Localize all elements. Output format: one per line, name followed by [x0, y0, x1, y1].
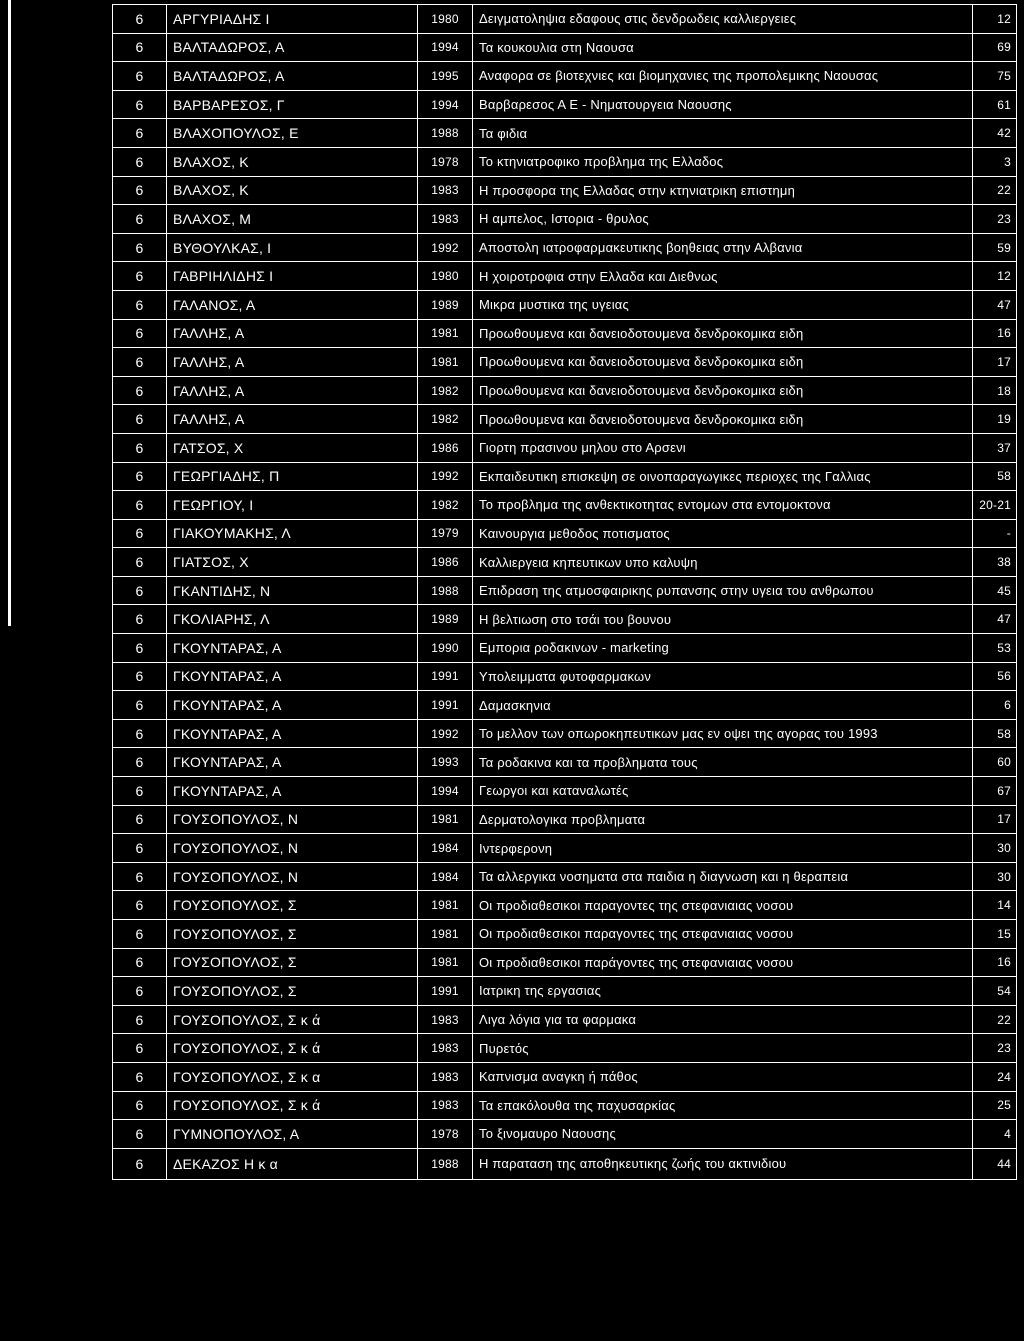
table-row — [113, 1062, 1017, 1091]
table-row — [113, 662, 1017, 691]
issue-number-cell: 3 — [973, 147, 1017, 176]
table-row — [113, 719, 1017, 748]
title-cell: Προωθουμενα και δανειοδοτουμενα δενδροκομικα ειδη — [473, 405, 973, 434]
category-code-cell: 6 — [113, 748, 167, 777]
title-cell: Γιορτη πρασινου μηλου στο Αρσενι — [473, 433, 973, 462]
author-cell: ΓΟΥΣΟΠΟΥΛΟΣ, Σ κ α — [167, 1062, 418, 1091]
table-row — [113, 548, 1017, 577]
table-row — [113, 748, 1017, 777]
issue-number-cell: 69 — [973, 33, 1017, 62]
year-cell: 1994 — [418, 777, 473, 806]
table-row — [113, 920, 1017, 949]
table-row — [113, 376, 1017, 405]
title-cell: Δαμασκηνια — [473, 691, 973, 720]
year-cell: 1989 — [418, 605, 473, 634]
left-edge-line — [8, 0, 11, 626]
title-cell: Η αμπελος, Ιστορια - θρυλος — [473, 205, 973, 234]
category-code-cell: 6 — [113, 576, 167, 605]
table-row — [113, 433, 1017, 462]
table-row — [113, 119, 1017, 148]
issue-number-cell: 18 — [973, 376, 1017, 405]
author-cell: ΓΟΥΣΟΠΟΥΛΟΣ, Σ — [167, 977, 418, 1006]
title-cell: Οι προδιαθεσικοι παραγοντες της στεφανιαιας νοσου — [473, 891, 973, 920]
table-row — [113, 691, 1017, 720]
table-row — [113, 948, 1017, 977]
title-cell: Το μελλον των οπωροκηπευτικων μας εν οψει της αγορας του 1993 — [473, 719, 973, 748]
category-code-cell: 6 — [113, 33, 167, 62]
year-cell: 1992 — [418, 719, 473, 748]
issue-number-cell: 54 — [973, 977, 1017, 1006]
category-code-cell: 6 — [113, 719, 167, 748]
year-cell: 1992 — [418, 233, 473, 262]
table-row — [113, 1034, 1017, 1063]
year-cell: 1983 — [418, 205, 473, 234]
category-code-cell: 6 — [113, 1148, 167, 1179]
issue-number-cell: 38 — [973, 548, 1017, 577]
issue-number-cell: 16 — [973, 319, 1017, 348]
category-code-cell: 6 — [113, 262, 167, 291]
year-cell: 1981 — [418, 348, 473, 377]
title-cell: Υπολειμματα φυτοφαρμακων — [473, 662, 973, 691]
category-code-cell: 6 — [113, 1034, 167, 1063]
category-code-cell: 6 — [113, 948, 167, 977]
issue-number-cell: 67 — [973, 777, 1017, 806]
table-row — [113, 205, 1017, 234]
category-code-cell: 6 — [113, 405, 167, 434]
category-code-cell: 6 — [113, 777, 167, 806]
category-code-cell: 6 — [113, 1120, 167, 1149]
table-row — [113, 1091, 1017, 1120]
issue-number-cell: 20-21 — [973, 491, 1017, 520]
title-cell: Λιγα λόγια για τα φαρμακα — [473, 1005, 973, 1034]
title-cell: Εμπορια ροδακινων - marketing — [473, 634, 973, 663]
title-cell: Το προβλημα της ανθεκτικοτητας εντομων στα εντομοκτονα — [473, 491, 973, 520]
category-code-cell: 6 — [113, 891, 167, 920]
category-code-cell: 6 — [113, 691, 167, 720]
issue-number-cell: 30 — [973, 862, 1017, 891]
author-cell: ΓΕΩΡΓΙΟΥ, Ι — [167, 491, 418, 520]
title-cell: Τα ροδακινα και τα προβληματα τους — [473, 748, 973, 777]
issue-number-cell: 16 — [973, 948, 1017, 977]
table-row — [113, 1005, 1017, 1034]
year-cell: 1984 — [418, 834, 473, 863]
title-cell: Καλλιεργεια κηπευτικων υπο καλυψη — [473, 548, 973, 577]
author-cell: ΒΥΘΟΥΛΚΑΣ, Ι — [167, 233, 418, 262]
issue-number-cell: 22 — [973, 1005, 1017, 1034]
category-code-cell: 6 — [113, 805, 167, 834]
author-cell: ΓΟΥΣΟΠΟΥΛΟΣ, Ν — [167, 805, 418, 834]
issue-number-cell: 30 — [973, 834, 1017, 863]
title-cell: Τα αλλεργικα νοσηματα στα παιδια η διαγνωση και η θεραπεια — [473, 862, 973, 891]
issue-number-cell: 42 — [973, 119, 1017, 148]
category-code-cell: 6 — [113, 376, 167, 405]
year-cell: 1992 — [418, 462, 473, 491]
author-cell: ΓΑΛΑΝΟΣ, Α — [167, 290, 418, 319]
title-cell: Προωθουμενα και δανειοδοτουμενα δενδροκομικα ειδη — [473, 376, 973, 405]
issue-number-cell: 23 — [973, 1034, 1017, 1063]
title-cell: Δειγματοληψια εδαφους στις δενδρωδεις καλλιεργειες — [473, 5, 973, 34]
author-cell: ΒΑΛΤΑΔΩΡΟΣ, Α — [167, 33, 418, 62]
year-cell: 1979 — [418, 519, 473, 548]
table-row — [113, 233, 1017, 262]
category-code-cell: 6 — [113, 1005, 167, 1034]
category-code-cell: 6 — [113, 491, 167, 520]
issue-number-cell: 75 — [973, 62, 1017, 91]
author-cell: ΓΟΥΣΟΠΟΥΛΟΣ, Σ κ ά — [167, 1005, 418, 1034]
author-cell: ΓΚΟΥΝΤΑΡΑΣ, Α — [167, 634, 418, 663]
title-cell: Η χοιροτροφια στην Ελλαδα και Διεθνως — [473, 262, 973, 291]
title-cell: Καινουργια μεθοδος ποτισματος — [473, 519, 973, 548]
table-row — [113, 977, 1017, 1006]
year-cell: 1993 — [418, 748, 473, 777]
year-cell: 1981 — [418, 319, 473, 348]
title-cell: Η παραταση της αποθηκευτικης ζωής του ακτινιδιου — [473, 1148, 973, 1179]
title-cell: Η βελτιωση στο τσάι του βουνου — [473, 605, 973, 634]
table-row — [113, 491, 1017, 520]
year-cell: 1991 — [418, 977, 473, 1006]
year-cell: 1983 — [418, 176, 473, 205]
year-cell: 1983 — [418, 1034, 473, 1063]
year-cell: 1988 — [418, 576, 473, 605]
author-cell: ΒΑΡΒΑΡΕΣΟΣ, Γ — [167, 90, 418, 119]
issue-number-cell: 19 — [973, 405, 1017, 434]
title-cell: Οι προδιαθεσικοι παράγοντες της στεφανιαιας νοσου — [473, 948, 973, 977]
table-row — [113, 891, 1017, 920]
title-cell: Το ξινομαυρο Ναουσης — [473, 1120, 973, 1149]
title-cell: Βαρβαρεσος Α Ε - Νηματουργεια Ναουσης — [473, 90, 973, 119]
author-cell: ΓΚΑΝΤΙΔΗΣ, Ν — [167, 576, 418, 605]
author-cell: ΑΡΓΥΡΙΑΔΗΣ Ι — [167, 5, 418, 34]
title-cell: Οι προδιαθεσικοι παραγοντες της στεφανιαιας νοσου — [473, 920, 973, 949]
author-cell: ΒΛΑΧΟΣ, Κ — [167, 176, 418, 205]
category-code-cell: 6 — [113, 862, 167, 891]
author-cell: ΓΟΥΣΟΠΟΥΛΟΣ, Ν — [167, 834, 418, 863]
author-cell: ΓΑΛΛΗΣ, Α — [167, 376, 418, 405]
category-code-cell: 6 — [113, 205, 167, 234]
author-cell: ΓΟΥΣΟΠΟΥΛΟΣ, Σ κ ά — [167, 1091, 418, 1120]
title-cell: Τα κουκουλια στη Ναουσα — [473, 33, 973, 62]
table-row — [113, 862, 1017, 891]
table-row — [113, 777, 1017, 806]
year-cell: 1995 — [418, 62, 473, 91]
category-code-cell: 6 — [113, 5, 167, 34]
table-row — [113, 348, 1017, 377]
year-cell: 1983 — [418, 1005, 473, 1034]
table-body — [113, 5, 1017, 1180]
author-cell: ΓΟΥΣΟΠΟΥΛΟΣ, Σ — [167, 891, 418, 920]
table-row — [113, 176, 1017, 205]
category-code-cell: 6 — [113, 147, 167, 176]
category-code-cell: 6 — [113, 920, 167, 949]
year-cell: 1991 — [418, 662, 473, 691]
year-cell: 1983 — [418, 1062, 473, 1091]
table-row — [113, 5, 1017, 34]
author-cell: ΓΑΛΛΗΣ, Α — [167, 405, 418, 434]
issue-number-cell: 4 — [973, 1120, 1017, 1149]
author-cell: ΓΟΥΣΟΠΟΥΛΟΣ, Σ — [167, 948, 418, 977]
year-cell: 1982 — [418, 376, 473, 405]
issue-number-cell: 44 — [973, 1148, 1017, 1179]
title-cell: Μικρα μυστικα της υγειας — [473, 290, 973, 319]
category-code-cell: 6 — [113, 1062, 167, 1091]
issue-number-cell: 17 — [973, 805, 1017, 834]
table-row — [113, 1120, 1017, 1149]
author-cell: ΒΛΑΧΟΣ, Μ — [167, 205, 418, 234]
category-code-cell: 6 — [113, 119, 167, 148]
title-cell: Αποστολη ιατροφαρμακευτικης βοηθειας στην Αλβανια — [473, 233, 973, 262]
title-cell: Αναφορα σε βιοτεχνιες και βιομηχανιες της προπολεμικης Ναουσας — [473, 62, 973, 91]
table-row — [113, 90, 1017, 119]
issue-number-cell: 12 — [973, 262, 1017, 291]
table-row — [113, 62, 1017, 91]
title-cell: Εκπαιδευτικη επισκεψη σε οινοπαραγωγικες περιοχες της Γαλλιας — [473, 462, 973, 491]
category-code-cell: 6 — [113, 62, 167, 91]
year-cell: 1994 — [418, 33, 473, 62]
category-code-cell: 6 — [113, 90, 167, 119]
author-cell: ΒΑΛΤΑΔΩΡΟΣ, Α — [167, 62, 418, 91]
year-cell: 1984 — [418, 862, 473, 891]
category-code-cell: 6 — [113, 605, 167, 634]
author-cell: ΓΑΒΡΙΗΛΙΔΗΣ Ι — [167, 262, 418, 291]
year-cell: 1981 — [418, 805, 473, 834]
issue-number-cell: 17 — [973, 348, 1017, 377]
issue-number-cell: 25 — [973, 1091, 1017, 1120]
author-cell: ΓΟΥΣΟΠΟΥΛΟΣ, Σ κ ά — [167, 1034, 418, 1063]
title-cell: Τα φιδια — [473, 119, 973, 148]
issue-number-cell: 23 — [973, 205, 1017, 234]
table-row — [113, 33, 1017, 62]
year-cell: 1990 — [418, 634, 473, 663]
author-cell: ΒΛΑΧΟΠΟΥΛΟΣ, Ε — [167, 119, 418, 148]
category-code-cell: 6 — [113, 233, 167, 262]
year-cell: 1988 — [418, 119, 473, 148]
issue-number-cell: - — [973, 519, 1017, 548]
table-row — [113, 605, 1017, 634]
year-cell: 1988 — [418, 1148, 473, 1179]
issue-number-cell: 61 — [973, 90, 1017, 119]
author-cell: ΓΚΟΥΝΤΑΡΑΣ, Α — [167, 719, 418, 748]
title-cell: Δερματολογικα προβληματα — [473, 805, 973, 834]
category-code-cell: 6 — [113, 1091, 167, 1120]
issue-number-cell: 15 — [973, 920, 1017, 949]
year-cell: 1991 — [418, 691, 473, 720]
issue-number-cell: 45 — [973, 576, 1017, 605]
title-cell: Γεωργοι και καταναλωτές — [473, 777, 973, 806]
year-cell: 1994 — [418, 90, 473, 119]
issue-number-cell: 37 — [973, 433, 1017, 462]
issue-number-cell: 12 — [973, 5, 1017, 34]
bibliography-table — [112, 4, 1017, 1180]
title-cell: Προωθουμενα και δανειοδοτουμενα δενδροκομικα ειδη — [473, 319, 973, 348]
author-cell: ΓΙΑΤΣΟΣ, Χ — [167, 548, 418, 577]
year-cell: 1981 — [418, 920, 473, 949]
category-code-cell: 6 — [113, 662, 167, 691]
author-cell: ΓΑΤΣΟΣ, Χ — [167, 433, 418, 462]
issue-number-cell: 24 — [973, 1062, 1017, 1091]
category-code-cell: 6 — [113, 290, 167, 319]
author-cell: ΓΚΟΥΝΤΑΡΑΣ, Α — [167, 662, 418, 691]
title-cell: Καπνισμα αναγκη ή πάθος — [473, 1062, 973, 1091]
category-code-cell: 6 — [113, 519, 167, 548]
issue-number-cell: 14 — [973, 891, 1017, 920]
author-cell: ΓΟΥΣΟΠΟΥΛΟΣ, Σ — [167, 920, 418, 949]
table-row — [113, 462, 1017, 491]
table-row — [113, 834, 1017, 863]
table-row — [113, 519, 1017, 548]
table-row — [113, 1148, 1017, 1179]
author-cell: ΓΑΛΛΗΣ, Α — [167, 319, 418, 348]
table-row — [113, 576, 1017, 605]
author-cell: ΓΟΥΣΟΠΟΥΛΟΣ, Ν — [167, 862, 418, 891]
category-code-cell: 6 — [113, 462, 167, 491]
title-cell: Επιδραση της ατμοσφαιρικης ρυπανσης στην υγεια του ανθρωπου — [473, 576, 973, 605]
category-code-cell: 6 — [113, 634, 167, 663]
author-cell: ΔΕΚΑΖΟΣ Η κ α — [167, 1148, 418, 1179]
table-row — [113, 147, 1017, 176]
author-cell: ΓΥΜΝΟΠΟΥΛΟΣ, Α — [167, 1120, 418, 1149]
issue-number-cell: 47 — [973, 605, 1017, 634]
year-cell: 1981 — [418, 948, 473, 977]
issue-number-cell: 56 — [973, 662, 1017, 691]
year-cell: 1978 — [418, 147, 473, 176]
year-cell: 1986 — [418, 433, 473, 462]
category-code-cell: 6 — [113, 977, 167, 1006]
year-cell: 1983 — [418, 1091, 473, 1120]
category-code-cell: 6 — [113, 348, 167, 377]
issue-number-cell: 6 — [973, 691, 1017, 720]
year-cell: 1989 — [418, 290, 473, 319]
author-cell: ΓΙΑΚΟΥΜΑΚΗΣ, Λ — [167, 519, 418, 548]
category-code-cell: 6 — [113, 433, 167, 462]
title-cell: Πυρετός — [473, 1034, 973, 1063]
category-code-cell: 6 — [113, 176, 167, 205]
category-code-cell: 6 — [113, 319, 167, 348]
title-cell: Το κτηνιατροφικο προβλημα της Ελλαδος — [473, 147, 973, 176]
issue-number-cell: 47 — [973, 290, 1017, 319]
title-cell: Ιατρικη της εργασιας — [473, 977, 973, 1006]
author-cell: ΓΕΩΡΓΙΑΔΗΣ, Π — [167, 462, 418, 491]
category-code-cell: 6 — [113, 834, 167, 863]
year-cell: 1978 — [418, 1120, 473, 1149]
issue-number-cell: 22 — [973, 176, 1017, 205]
issue-number-cell: 59 — [973, 233, 1017, 262]
author-cell: ΓΚΟΥΝΤΑΡΑΣ, Α — [167, 777, 418, 806]
year-cell: 1981 — [418, 891, 473, 920]
author-cell: ΓΚΟΥΝΤΑΡΑΣ, Α — [167, 691, 418, 720]
title-cell: Η προσφορα της Ελλαδας στην κτηνιατρικη επιστημη — [473, 176, 973, 205]
issue-number-cell: 58 — [973, 719, 1017, 748]
table-row — [113, 405, 1017, 434]
title-cell: Προωθουμενα και δανειοδοτουμενα δενδροκομικα ειδη — [473, 348, 973, 377]
issue-number-cell: 58 — [973, 462, 1017, 491]
table-row — [113, 634, 1017, 663]
title-cell: Τα επακόλουθα της παχυσαρκίας — [473, 1091, 973, 1120]
author-cell: ΓΚΟΥΝΤΑΡΑΣ, Α — [167, 748, 418, 777]
author-cell: ΓΚΟΛΙΑΡΗΣ, Λ — [167, 605, 418, 634]
table-row — [113, 262, 1017, 291]
year-cell: 1982 — [418, 405, 473, 434]
year-cell: 1980 — [418, 5, 473, 34]
year-cell: 1982 — [418, 491, 473, 520]
year-cell: 1980 — [418, 262, 473, 291]
table-row — [113, 319, 1017, 348]
author-cell: ΓΑΛΛΗΣ, Α — [167, 348, 418, 377]
table-row — [113, 290, 1017, 319]
author-cell: ΒΛΑΧΟΣ, Κ — [167, 147, 418, 176]
table-row — [113, 805, 1017, 834]
title-cell: Ιντερφερονη — [473, 834, 973, 863]
issue-number-cell: 60 — [973, 748, 1017, 777]
issue-number-cell: 53 — [973, 634, 1017, 663]
year-cell: 1986 — [418, 548, 473, 577]
category-code-cell: 6 — [113, 548, 167, 577]
